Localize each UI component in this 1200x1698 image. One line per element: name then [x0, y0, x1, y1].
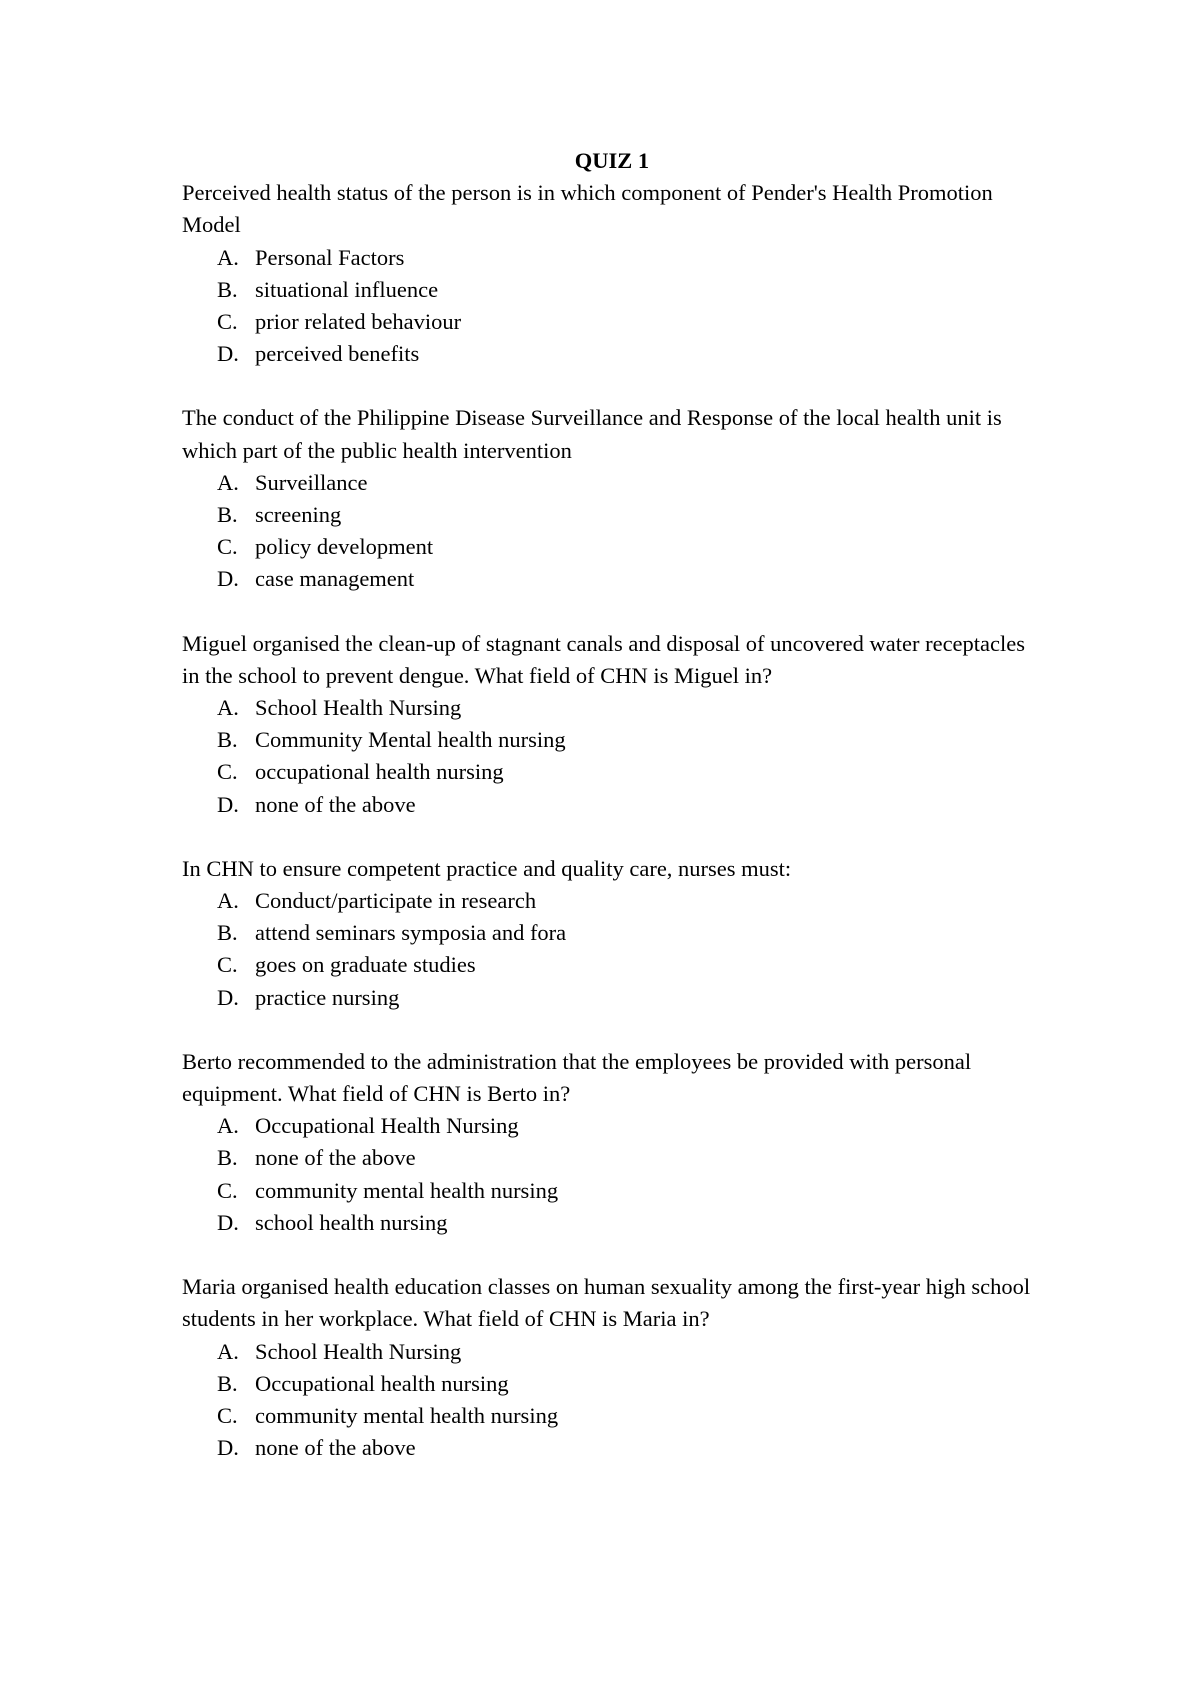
option-text: prior related behaviour — [255, 309, 462, 335]
option-text: perceived benefits — [255, 341, 420, 367]
option-text: none of the above — [255, 1145, 416, 1171]
option-letter: C. — [217, 759, 238, 785]
option-letter: D. — [217, 791, 239, 817]
answer-option — [182, 274, 1042, 306]
question-text: Perceived health status of the person is in which component of Pender's Health Promotion Model — [182, 180, 993, 238]
answer-option — [182, 692, 1042, 724]
option-list — [182, 1110, 1042, 1239]
option-text: none of the above — [255, 1435, 416, 1461]
option-text: Occupational Health Nursing — [255, 1113, 519, 1139]
answer-option — [182, 1368, 1042, 1400]
question-text: In CHN to ensure competent practice and quality care, nurses must: — [182, 855, 792, 881]
option-letter: D. — [217, 984, 239, 1010]
answer-option — [182, 306, 1042, 338]
option-list — [182, 1336, 1042, 1465]
answer-option — [182, 1400, 1042, 1432]
question-block — [182, 1046, 1042, 1239]
question-block — [182, 402, 1042, 595]
answer-option — [182, 756, 1042, 788]
option-letter: A. — [217, 695, 239, 721]
question-text: The conduct of the Philippine Disease Surveillance and Response of the local health unit is which part of the public health intervention — [182, 405, 1002, 463]
option-letter: A. — [217, 1338, 239, 1364]
option-text: School Health Nursing — [255, 1338, 462, 1364]
answer-option — [182, 338, 1042, 370]
option-text: occupational health nursing — [255, 759, 504, 785]
option-list — [182, 242, 1042, 371]
question-block — [182, 177, 1042, 370]
question-text: Berto recommended to the administration that the employees be provided with personal equipment. What field of CHN is Berto in? — [182, 1048, 972, 1107]
option-list — [182, 467, 1042, 596]
answer-option — [182, 467, 1042, 499]
answer-option — [182, 917, 1042, 949]
answer-option — [182, 949, 1042, 981]
option-letter: C. — [217, 534, 238, 560]
option-text: none of the above — [255, 791, 416, 817]
option-text: Occupational health nursing — [255, 1370, 509, 1396]
option-text: practice nursing — [255, 984, 400, 1010]
option-text: Conduct/participate in research — [255, 888, 537, 914]
option-letter: D. — [217, 566, 239, 592]
option-letter: C. — [217, 952, 238, 978]
option-letter: B. — [217, 727, 238, 753]
answer-option — [182, 885, 1042, 917]
option-text: community mental health nursing — [255, 1402, 559, 1428]
option-list — [182, 692, 1042, 821]
answer-option — [182, 1110, 1042, 1142]
quiz-content — [182, 145, 1042, 1496]
option-letter: A. — [217, 888, 239, 914]
option-letter: C. — [217, 309, 238, 335]
answer-option — [182, 789, 1042, 821]
question-text: Miguel organised the clean-up of stagnant canals and disposal of uncovered water receptacles in the school to prevent dengue. What field of CHN is Miguel in? — [182, 630, 1026, 688]
option-text: case management — [255, 566, 415, 592]
option-letter: D. — [217, 341, 239, 367]
answer-option — [182, 1142, 1042, 1174]
option-letter: C. — [217, 1177, 238, 1203]
option-letter: B. — [217, 1145, 238, 1171]
option-letter: B. — [217, 1370, 238, 1396]
option-text: Personal Factors — [255, 244, 405, 270]
option-letter: A. — [217, 244, 239, 270]
answer-option — [182, 1336, 1042, 1368]
answer-option — [182, 531, 1042, 563]
option-letter: B. — [217, 502, 238, 528]
option-list — [182, 885, 1042, 1014]
option-text: situational influence — [255, 276, 439, 302]
option-text: community mental health nursing — [255, 1177, 559, 1203]
answer-option — [182, 982, 1042, 1014]
option-letter: A. — [217, 469, 239, 495]
question-block — [182, 1271, 1042, 1464]
question-text: Maria organised health education classes on human sexuality among the first-year high school students in her workplace. What field of CHN is Maria in? — [182, 1274, 1031, 1332]
option-text: school health nursing — [255, 1209, 448, 1235]
option-text: Community Mental health nursing — [255, 727, 566, 753]
option-text: attend seminars symposia and fora — [255, 920, 567, 946]
answer-option — [182, 242, 1042, 274]
option-letter: C. — [217, 1402, 238, 1428]
question-block — [182, 628, 1042, 821]
answer-option — [182, 563, 1042, 595]
answer-option — [182, 499, 1042, 531]
option-text: policy development — [255, 534, 434, 560]
answer-option — [182, 1432, 1042, 1464]
option-letter: B. — [217, 276, 238, 302]
answer-option — [182, 724, 1042, 756]
option-letter: D. — [217, 1435, 239, 1461]
question-list — [182, 177, 1042, 1464]
option-text: goes on graduate studies — [255, 952, 476, 978]
option-letter: A. — [217, 1113, 239, 1139]
option-text: screening — [255, 502, 342, 528]
option-letter: B. — [217, 920, 238, 946]
option-text: Surveillance — [255, 469, 368, 495]
question-block — [182, 853, 1042, 1014]
answer-option — [182, 1175, 1042, 1207]
option-letter: D. — [217, 1209, 239, 1235]
answer-option — [182, 1207, 1042, 1239]
option-text: School Health Nursing — [255, 695, 462, 721]
quiz-title: QUIZ 1 — [574, 148, 650, 173]
